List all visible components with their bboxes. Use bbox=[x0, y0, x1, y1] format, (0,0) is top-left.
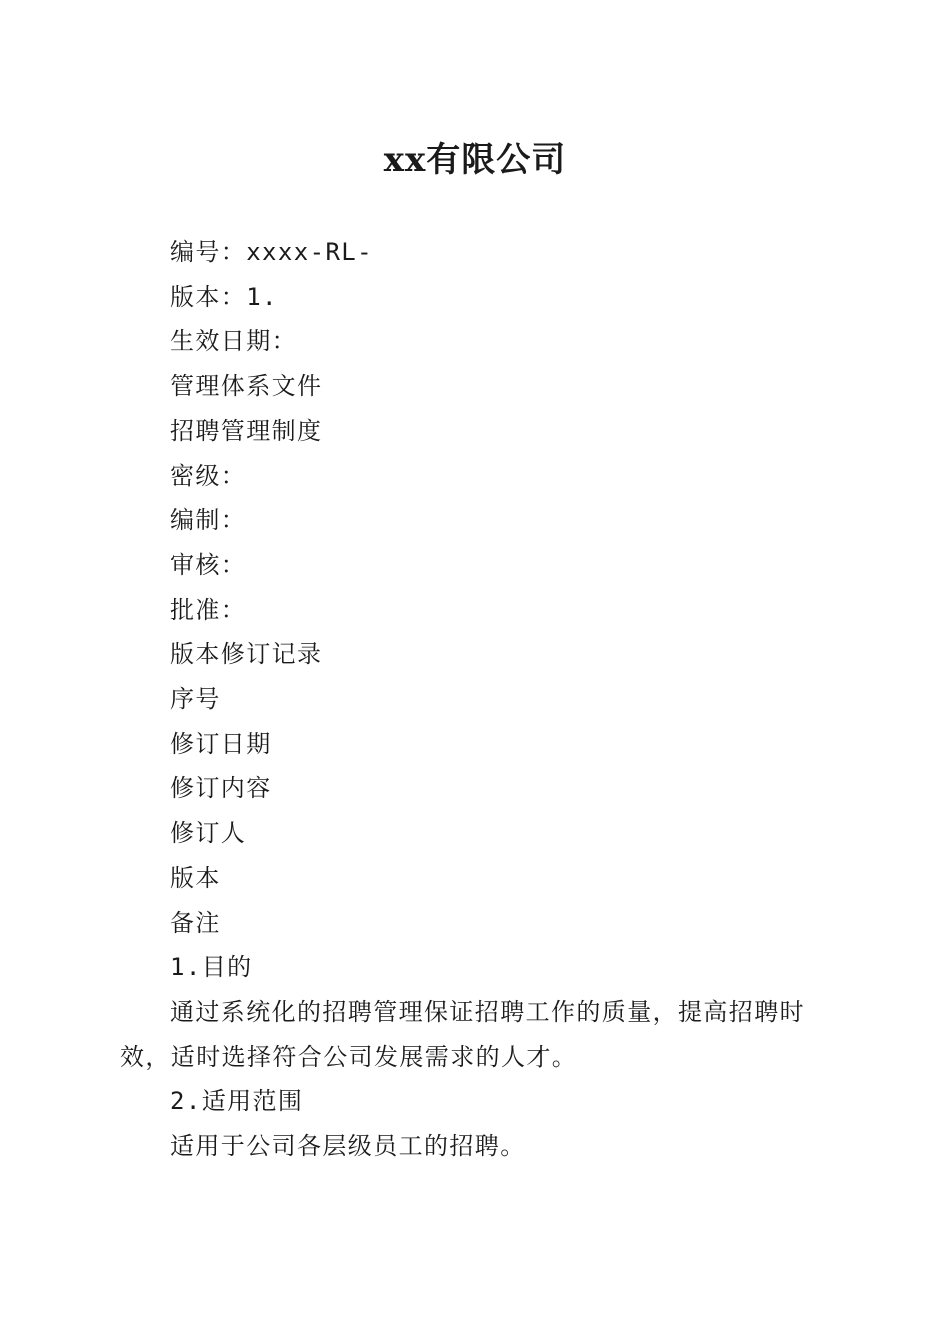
management-system-line: 管理体系文件 bbox=[170, 372, 323, 401]
document-body bbox=[120, 230, 830, 1169]
revision-content-label: 修订内容 bbox=[170, 774, 272, 803]
prepared-by-line: 编制： bbox=[170, 506, 247, 535]
revision-serial-label: 序号 bbox=[170, 685, 221, 714]
approved-by-line: 批准： bbox=[170, 595, 247, 624]
scope-paragraph: 适用于公司各层级员工的招聘。 bbox=[170, 1132, 526, 1161]
reviewed-by-line: 审核： bbox=[170, 550, 247, 579]
purpose-heading: 1.目的 bbox=[170, 953, 253, 982]
remarks-label: 备注 bbox=[170, 908, 221, 937]
revision-record-heading: 版本修订记录 bbox=[170, 640, 323, 669]
revision-version-label: 版本 bbox=[170, 863, 221, 892]
scope-heading: 2.适用范围 bbox=[170, 1087, 304, 1116]
reviser-label: 修订人 bbox=[170, 819, 247, 848]
doc-number-line: 编号：xxxx-RL- bbox=[170, 238, 373, 266]
version-line: 版本：1. bbox=[170, 282, 278, 311]
revision-date-label: 修订日期 bbox=[170, 729, 272, 758]
confidentiality-line: 密级： bbox=[170, 461, 247, 490]
document-title: xx有限公司 bbox=[383, 140, 567, 180]
effective-date-line: 生效日期： bbox=[170, 327, 297, 356]
purpose-paragraph: 通过系统化的招聘管理保证招聘工作的质量，提高招聘时效，适时选择符合公司发展需求的人才。 bbox=[120, 997, 805, 1071]
recruitment-policy-line: 招聘管理制度 bbox=[170, 416, 323, 445]
